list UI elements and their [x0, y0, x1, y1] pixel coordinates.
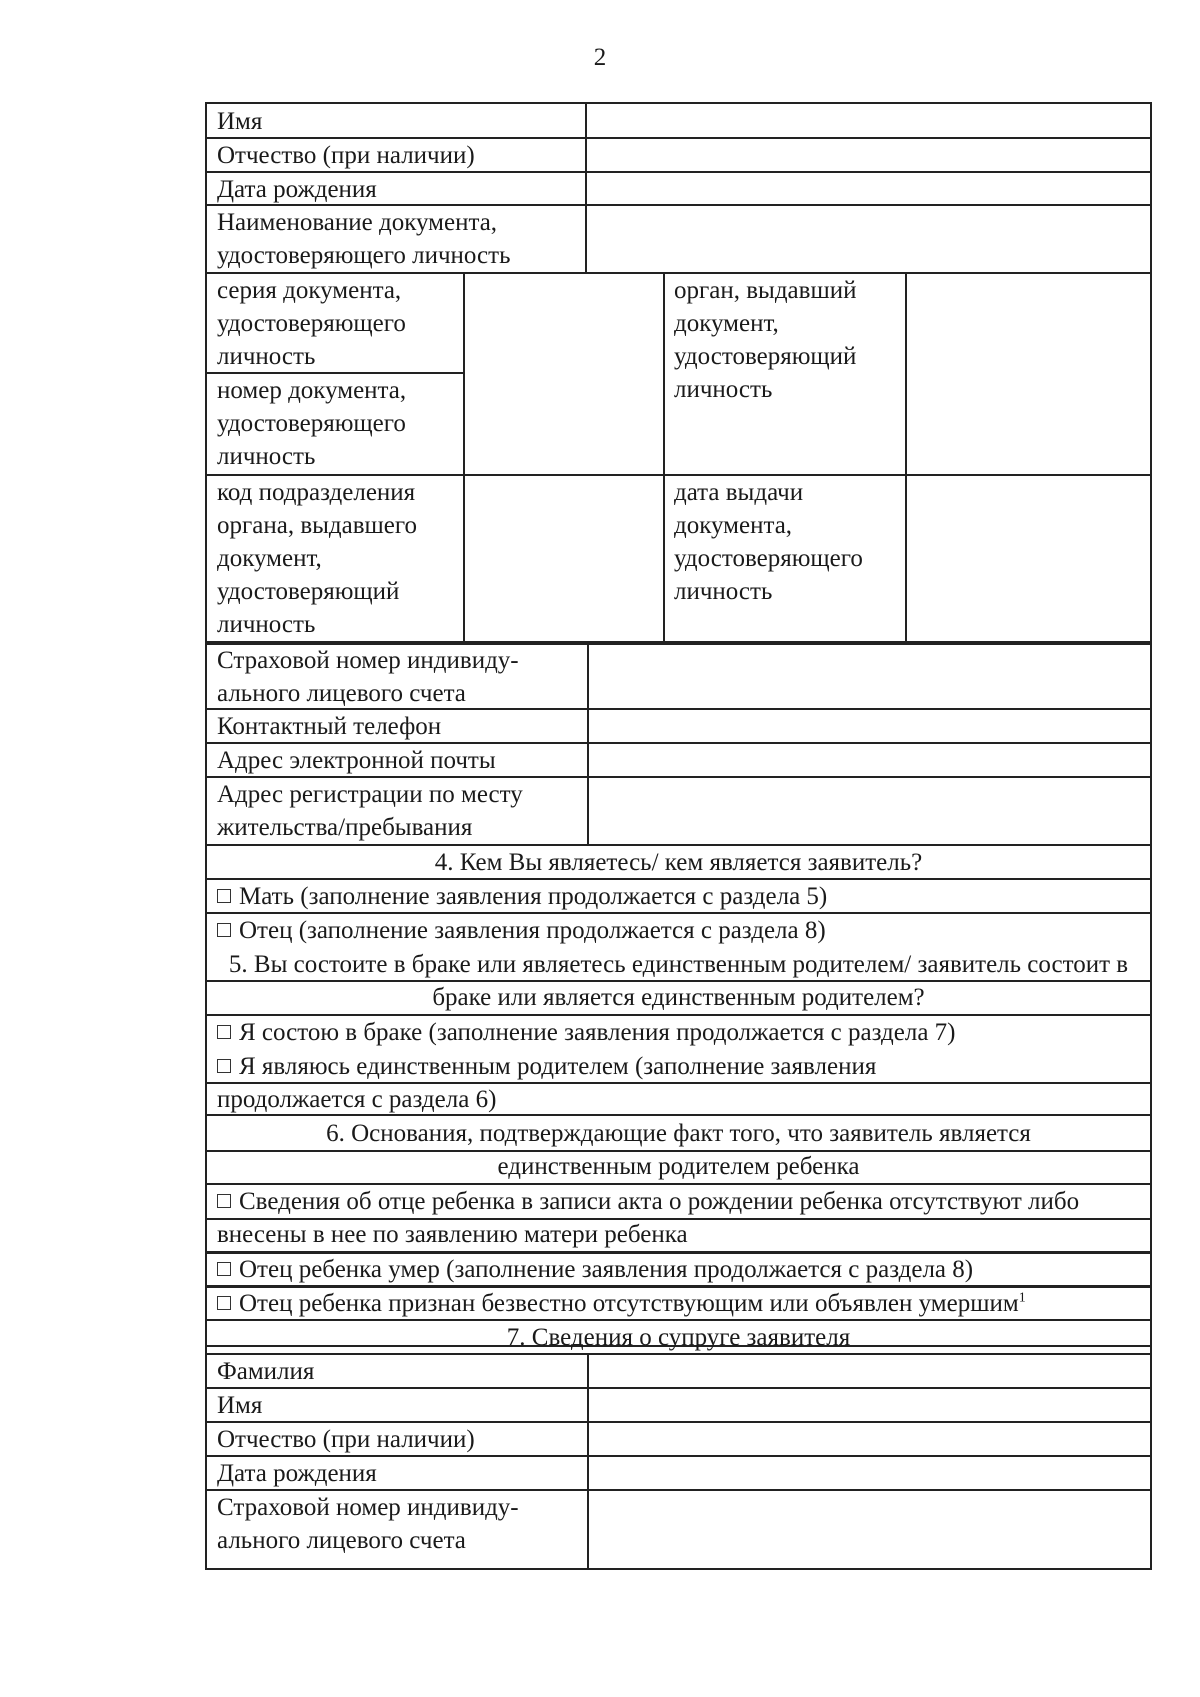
label-snils: Страховой номер индивиду-ального лицевого счета: [217, 647, 519, 707]
label-email: Адрес электронной почты: [217, 747, 496, 774]
option-father-died[interactable]: [207, 1252, 1150, 1285]
issuer-field[interactable]: [907, 273, 1150, 474]
section-5-title: 5. Вы состоите в браке или являетесь единственным родителем/ заявитель состоит в браке или является единственным родителем?: [228, 951, 1129, 1011]
issue-date-field[interactable]: [907, 475, 1150, 643]
section-4-title: 4. Кем Вы являетесь/ кем является заявитель?: [434, 849, 923, 876]
section-6-title: 6. Основания, подтверждающие факт того, что заявитель является единственным родителем ребенка: [326, 1120, 1031, 1180]
checkbox-father-missing[interactable]: [217, 1296, 231, 1310]
spouse-label-surname: Фамилия: [217, 1358, 315, 1385]
option-married-label: Я состою в браке (заполнение заявления продолжается с раздела 7): [239, 1019, 956, 1046]
label-issue-date: дата выдачи документа, удостоверяющего личность: [674, 479, 863, 605]
spouse-label-patronymic: Отчество (при наличии): [217, 1426, 475, 1453]
option-father-missing-label: Отец ребенка признан безвестно отсутствующим или объявлен умершим: [239, 1290, 1019, 1317]
label-id-document-name: Наименование документа, удостоверяющего личность: [217, 209, 511, 269]
spouse-surname-field[interactable]: [589, 1354, 1150, 1387]
phone-field[interactable]: [589, 709, 1150, 742]
option-no-father-record-label: Сведения об отце ребенка в записи акта о рождении ребенка отсутствуют либо внесены в нее по заявлению матери ребенка: [217, 1188, 1080, 1248]
label-issuer: орган, выдавший документ, удостоверяющий личность: [674, 277, 857, 403]
spouse-name-field[interactable]: [589, 1388, 1150, 1421]
spouse-snils-field[interactable]: [589, 1490, 1150, 1568]
checkbox-married[interactable]: [217, 1025, 231, 1039]
applicant-table: [205, 102, 1152, 645]
option-single-parent-label: Я являюсь единственным родителем (заполнение заявления продолжается с раздела 6): [217, 1053, 877, 1113]
option-father-label: Отец (заполнение заявления продолжается с раздела 8): [239, 917, 826, 944]
birth-date-field[interactable]: [587, 172, 1150, 204]
option-father-died-label: Отец ребенка умер (заполнение заявления продолжается с раздела 8): [239, 1256, 974, 1283]
issuer-code-field[interactable]: [465, 475, 662, 643]
spouse-label-snils: Страховой номер индивиду-ального лицевого счета: [217, 1494, 519, 1554]
option-no-father-record[interactable]: [207, 1184, 1150, 1251]
label-id-number: номер документа, удостоверяющего личность: [217, 377, 407, 470]
label-address: Адрес регистрации по месту жительства/пребывания: [217, 781, 523, 841]
id-series-field[interactable]: [465, 273, 662, 372]
page-number: 2: [593, 44, 607, 71]
option-married[interactable]: [207, 1015, 1150, 1048]
patronymic-field[interactable]: [587, 138, 1150, 171]
address-field[interactable]: [589, 777, 1150, 844]
label-name: Имя: [217, 108, 263, 135]
sections-6-7-table: [205, 1114, 1152, 1570]
label-birth-date: Дата рождения: [217, 176, 377, 203]
option-father[interactable]: [207, 913, 1150, 946]
email-field[interactable]: [589, 743, 1150, 776]
label-phone: Контактный телефон: [217, 713, 442, 740]
option-mother-label: Мать (заполнение заявления продолжается с раздела 5): [239, 883, 828, 910]
checkbox-mother[interactable]: [217, 889, 231, 903]
label-issuer-code: код подразделения органа, выдавшего документ, удостоверяющий личность: [217, 479, 418, 638]
label-patronymic: Отчество (при наличии): [217, 142, 475, 169]
checkbox-single-parent[interactable]: [217, 1059, 231, 1073]
spouse-label-name: Имя: [217, 1392, 263, 1419]
option-single-parent[interactable]: [207, 1049, 967, 1116]
spouse-label-birth-date: Дата рождения: [217, 1460, 377, 1487]
section-7-title: 7. Сведения о супруге заявителя: [506, 1324, 851, 1351]
option-father-missing[interactable]: [207, 1286, 1150, 1319]
label-id-series: серия документа, удостоверяющего личность: [217, 277, 406, 370]
spouse-patronymic-field[interactable]: [589, 1422, 1150, 1455]
snils-field[interactable]: [589, 643, 1150, 708]
checkbox-no-father-record[interactable]: [217, 1194, 231, 1208]
spouse-birth-date-field[interactable]: [589, 1456, 1150, 1489]
checkbox-father-died[interactable]: [217, 1262, 231, 1276]
id-number-field[interactable]: [465, 373, 662, 474]
checkbox-father[interactable]: [217, 923, 231, 937]
footnote-mark: 1: [1018, 1290, 1026, 1306]
name-field[interactable]: [587, 104, 1150, 137]
option-mother[interactable]: [207, 879, 1150, 912]
id-document-name-field[interactable]: [587, 205, 1150, 272]
